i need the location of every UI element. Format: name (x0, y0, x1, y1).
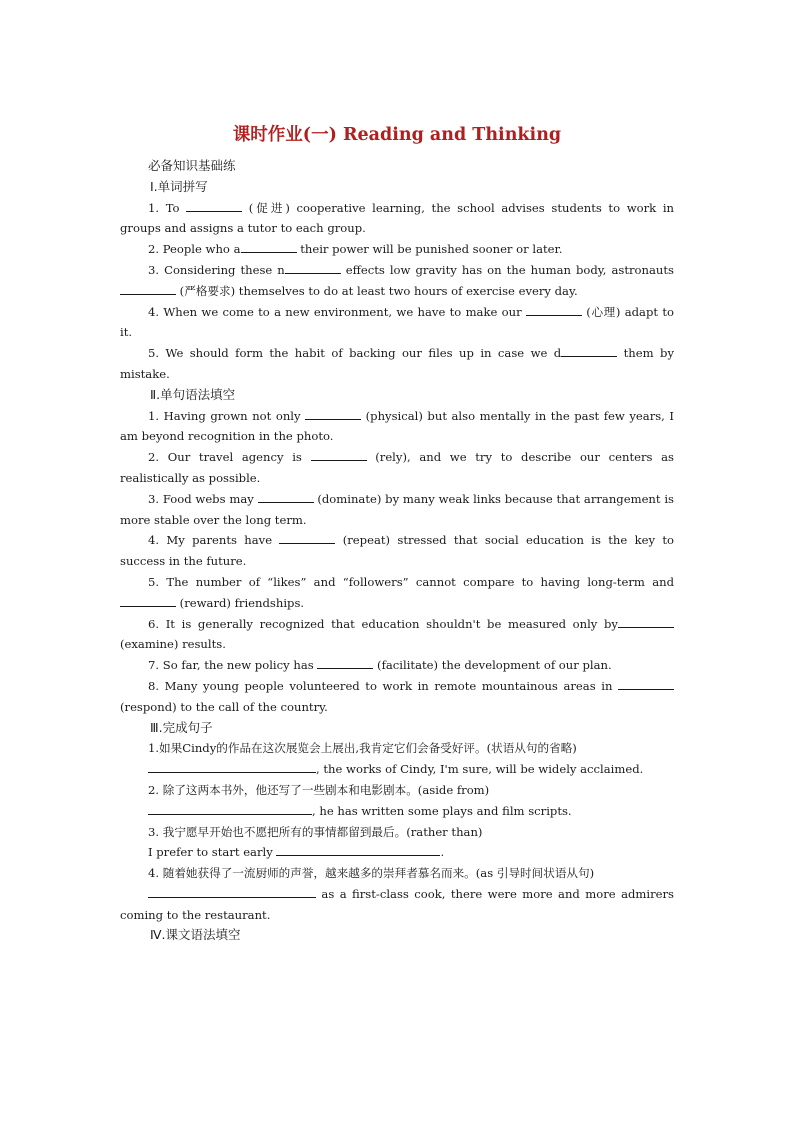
answer-blank[interactable] (120, 281, 176, 295)
question-item: 5. The number of “likes” and “followers” cannot compare to having long-term and (reward) friendships. (120, 572, 674, 614)
question-item: 2. People who a their power will be punished sooner or later. (120, 239, 674, 260)
part-heading-vocab: Ⅰ.单词拼写 (150, 178, 208, 194)
page-title: 课时作业(一) Reading and Thinking (232, 125, 562, 145)
translation-answer: as a first-class cook, there were more and more admirers coming to the restaurant. (120, 884, 674, 926)
answer-blank[interactable] (186, 198, 242, 212)
question-item: 1. To (促进) cooperative learning, the school advises students to work in groups and assigns a tutor to each group. (120, 198, 674, 240)
answer-blank[interactable] (618, 676, 674, 690)
answer-blank[interactable] (120, 593, 176, 607)
translation-prompt: 2. 除了这两本书外，他还写了一些剧本和电影剧本。(aside from) (148, 782, 490, 797)
answer-blank[interactable] (526, 302, 582, 316)
question-item: 4. When we come to a new environment, we have to make our (心理) adapt to it. (120, 302, 674, 344)
answer-blank[interactable] (311, 447, 367, 461)
answer-blank[interactable] (317, 655, 373, 669)
question-item: 7. So far, the new policy has (facilitate) the development of our plan. (120, 655, 674, 676)
exercise-content (120, 156, 674, 946)
question-item: 4. My parents have (repeat) stressed that social education is the key to success in the future. (120, 530, 674, 572)
answer-blank[interactable] (148, 884, 316, 898)
answer-blank[interactable] (276, 842, 440, 856)
question-item: 6. It is generally recognized that education shouldn't be measured only by (examine) results. (120, 614, 674, 656)
question-item: 2. Our travel agency is (rely), and we try to describe our centers as realistically as possible. (120, 447, 674, 489)
answer-blank[interactable] (618, 614, 674, 628)
answer-blank[interactable] (241, 239, 297, 253)
answer-blank[interactable] (279, 530, 335, 544)
answer-blank[interactable] (148, 801, 312, 815)
question-item: 3. Considering these n effects low gravity has on the human body, astronauts (严格要求) themselves to do at least two hours of exercise every day. (120, 260, 674, 302)
answer-blank[interactable] (561, 343, 617, 357)
part-heading-text-grammar: Ⅳ.课文语法填空 (150, 927, 241, 943)
translation-answer: I prefer to start early . (120, 842, 674, 863)
translation-prompt: 4. 随着她获得了一流厨师的声誉，越来越多的崇拜者慕名而来。(as 引导时间状语从句) (148, 866, 595, 881)
question-item: 5. We should form the habit of backing our files up in case we d them by mistake. (120, 343, 674, 385)
section-heading: 必备知识基础练 (148, 158, 236, 173)
question-item: 1. Having grown not only (physical) but also mentally in the past few years, I am beyond recognition in the photo. (120, 406, 674, 448)
translation-prompt: 3. 我宁愿早开始也不愿把所有的事情都留到最后。(rather than) (148, 824, 483, 839)
answer-blank[interactable] (285, 260, 341, 274)
answer-blank[interactable] (258, 489, 314, 503)
question-item: 8. Many young people volunteered to work in remote mountainous areas in (respond) to the call of the country. (120, 676, 674, 718)
translation-prompt: 1.如果Cindy的作品在这次展览会上展出,我肯定它们会备受好评。(状语从句的省略) (148, 741, 577, 756)
question-item: 3. Food webs may (dominate) by many weak links because that arrangement is more stable over the long term. (120, 489, 674, 531)
part-heading-sentences: Ⅲ.完成句子 (150, 719, 213, 735)
answer-blank[interactable] (305, 406, 361, 420)
translation-answer: , the works of Cindy, I'm sure, will be widely acclaimed. (120, 759, 674, 780)
part-heading-grammar: Ⅱ.单句语法填空 (150, 386, 236, 402)
answer-blank[interactable] (148, 759, 316, 773)
translation-answer: , he has written some plays and film scripts. (120, 801, 674, 822)
